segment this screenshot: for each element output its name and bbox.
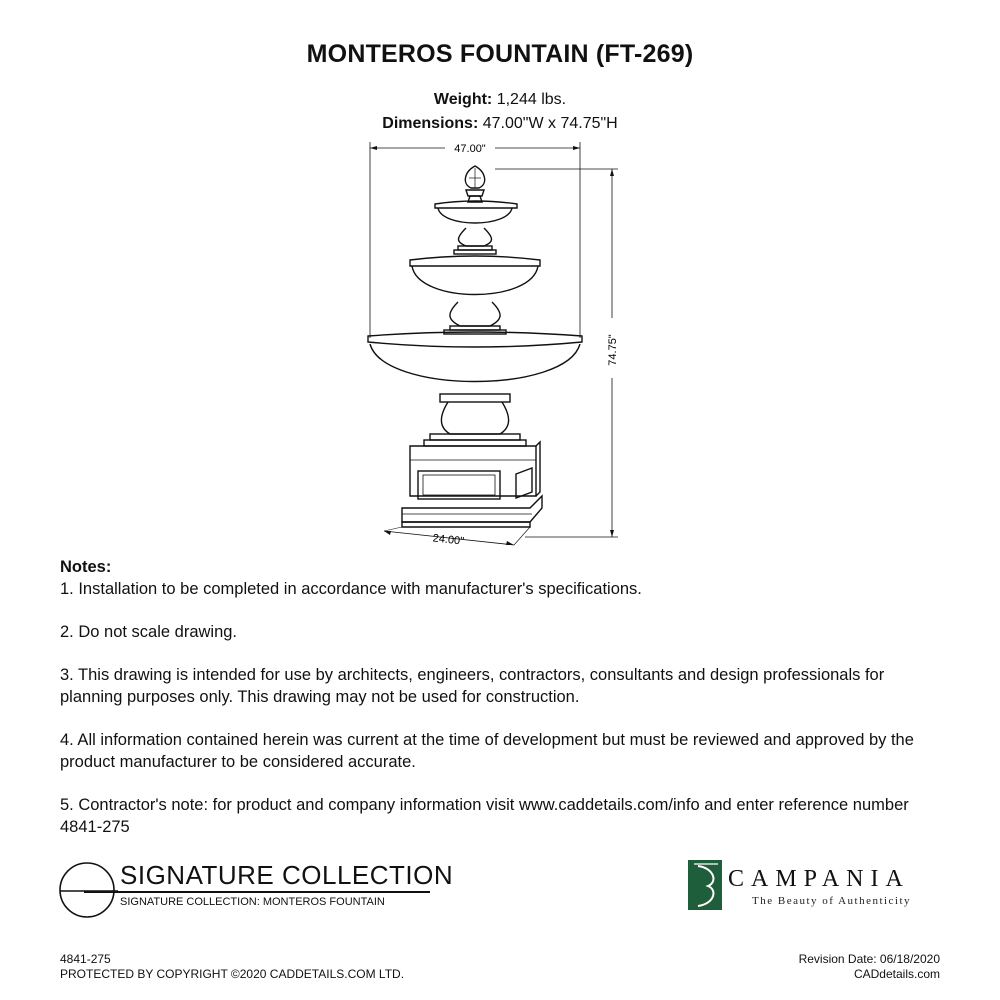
note-item: 5. Contractor's note: for product and company information visit www.caddetails.com/info and enter reference number 4841-275 <box>60 796 909 836</box>
notes-heading: Notes: <box>60 558 112 576</box>
plinth <box>402 496 542 522</box>
base-dim-label: 24.00" <box>432 532 465 548</box>
dimensions-spec <box>0 115 1000 133</box>
footer-left <box>60 952 404 982</box>
weight-value: 1,244 lbs. <box>496 91 567 108</box>
middle-bowl-rim <box>410 256 540 266</box>
site-link[interactable]: CADdetails.com <box>853 967 940 981</box>
footer-right <box>799 952 940 982</box>
note-item: 4. All information contained herein was current at the time of development but must be reviewed and approved by the product manufacturer to be considered accurate. <box>60 731 914 771</box>
width-dim-label: 47.00" <box>454 143 486 155</box>
weight-label: Weight: <box>433 91 493 108</box>
signature-logo-icon <box>58 860 118 920</box>
pedestal-collar <box>440 394 510 402</box>
copyright-text: PROTECTED BY COPYRIGHT ©2020 CADDETAILS.COM LTD. <box>60 967 405 981</box>
page-title: MONTEROS FOUNTAIN (FT-269) <box>306 40 694 68</box>
note-item: 2. Do not scale drawing. <box>60 623 238 641</box>
weight-spec <box>0 91 1000 109</box>
note-item: 1. Installation to be completed in accordance with manufacturer's specifications. <box>60 580 642 598</box>
note-item: 3. This drawing is intended for use by architects, engineers, contractors, consultants and design professionals for planning purposes only. This drawing may not be used for construction. <box>60 666 885 706</box>
lower-bowl <box>370 344 580 382</box>
middle-bowl <box>412 266 538 295</box>
dimensions-label: Dimensions: <box>382 115 479 132</box>
dimensions-value: 47.00"W x 74.75"H <box>482 115 618 132</box>
top-bowl <box>438 208 512 223</box>
brand-name: CAMPANIA <box>728 866 910 892</box>
height-dim-label: 74.75" <box>607 334 619 366</box>
signature-divider <box>84 891 430 893</box>
brand-tagline: The Beauty of Authenticity <box>752 895 912 907</box>
reference-number: 4841-275 <box>60 952 111 966</box>
signature-title: SIGNATURE COLLECTION <box>120 860 454 890</box>
revision-date: Revision Date: 06/18/2020 <box>798 952 940 966</box>
campania-logo-icon <box>688 860 724 910</box>
signature-subtitle: SIGNATURE COLLECTION: MONTEROS FOUNTAIN <box>120 896 385 908</box>
notes-section <box>60 556 940 859</box>
pedestal-stem <box>441 402 508 434</box>
fountain-drawing <box>350 138 630 553</box>
